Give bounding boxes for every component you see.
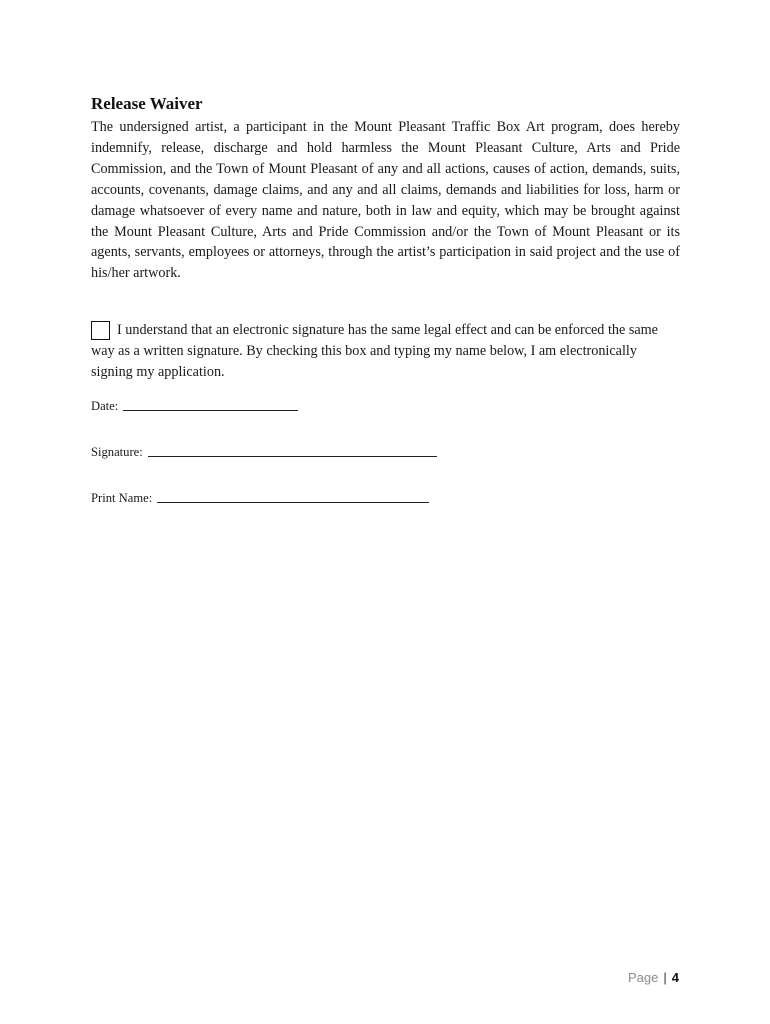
print-name-field <box>91 490 429 506</box>
date-field <box>91 398 298 414</box>
signature-field <box>91 444 437 460</box>
consent-checkbox[interactable] <box>91 321 110 340</box>
print-name-label: Print Name: <box>91 491 153 505</box>
date-label: Date: <box>91 399 119 413</box>
page-number: 4 <box>671 970 679 985</box>
signature-input-line[interactable] <box>148 444 437 457</box>
page-label: Page <box>628 970 659 985</box>
date-input-line[interactable] <box>123 398 298 411</box>
consent-text: I understand that an electronic signature has the same legal effect and can be enforced the same way as a written signature. By checking this box and typing my name below, I am electronically signing my application. <box>91 322 658 380</box>
print-name-input-line[interactable] <box>157 490 429 503</box>
consent-block <box>91 320 680 383</box>
page-footer <box>628 970 679 985</box>
page-separator: | <box>663 970 667 985</box>
signature-label: Signature: <box>91 445 143 459</box>
waiver-paragraph: The undersigned artist, a participant in the Mount Pleasant Traffic Box Art program, does hereby indemnify, release, discharge and hold harmless the Mount Pleasant Culture, Arts and Pride Commission, and the Town of Mount Pleasant of any and all actions, causes of action, demands, suits, accounts, covenants, damage claims, and any and all claims, demands and liabilities for loss, harm or damage whatsoever of every name and nature, both in law and equity, which may be brought against the Mount Pleasant Culture, Arts and Pride Commission and/or the Town of Mount Pleasant or its agents, servants, employees or attorneys, through the artist’s participation in said project and the use of his/her artwork. <box>91 119 680 282</box>
section-heading: Release Waiver <box>91 94 203 113</box>
